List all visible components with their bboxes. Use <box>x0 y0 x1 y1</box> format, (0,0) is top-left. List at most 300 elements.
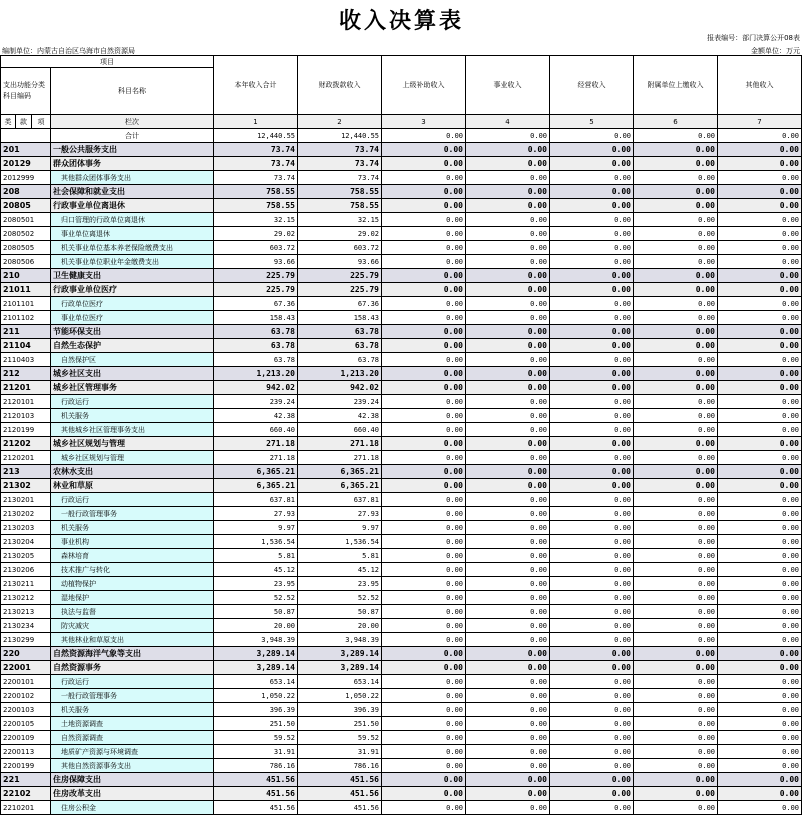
row-value-1: 23.95 <box>214 577 298 591</box>
row-value-4: 0.00 <box>466 703 550 717</box>
currency-unit: 金额单位：万元 <box>751 47 800 55</box>
row-value-1: 29.02 <box>214 227 298 241</box>
row-value-1: 225.79 <box>214 283 298 297</box>
table-row <box>1 577 802 591</box>
row-code: 20129 <box>1 157 51 171</box>
col-header-4: 事业收入 <box>466 56 550 115</box>
row-value-6: 0.00 <box>634 787 718 801</box>
row-name: 森林培育 <box>51 549 214 563</box>
row-value-3: 0.00 <box>382 311 466 325</box>
row-value-1: 758.55 <box>214 185 298 199</box>
row-value-4: 0.00 <box>466 465 550 479</box>
row-value-3: 0.00 <box>382 423 466 437</box>
table-row <box>1 381 802 395</box>
row-code: 220 <box>1 647 51 661</box>
row-value-7: 0.00 <box>718 325 802 339</box>
row-value-5: 0.00 <box>550 465 634 479</box>
row-value-2: 158.43 <box>298 311 382 325</box>
name-label: 科目名称 <box>51 68 214 115</box>
row-value-2: 758.55 <box>298 199 382 213</box>
row-code: 21201 <box>1 381 51 395</box>
row-value-6: 0.00 <box>634 241 718 255</box>
row-value-5: 0.00 <box>550 787 634 801</box>
row-value-1: 158.43 <box>214 311 298 325</box>
row-value-2: 73.74 <box>298 157 382 171</box>
row-value-3: 0.00 <box>382 185 466 199</box>
row-value-1: 251.50 <box>214 717 298 731</box>
row-value-5: 0.00 <box>550 395 634 409</box>
row-value-7: 0.00 <box>718 241 802 255</box>
row-value-7: 0.00 <box>718 283 802 297</box>
table-row <box>1 773 802 787</box>
table-row <box>1 185 802 199</box>
row-value-6: 0.00 <box>634 395 718 409</box>
row-value-1: 451.56 <box>214 787 298 801</box>
row-value-7: 0.00 <box>718 143 802 157</box>
row-value-2: 1,213.20 <box>298 367 382 381</box>
col-header-7: 其他收入 <box>718 56 802 115</box>
row-value-7: 0.00 <box>718 577 802 591</box>
col-number-row <box>1 115 802 129</box>
row-value-5: 0.00 <box>550 535 634 549</box>
row-value-2: 63.78 <box>298 325 382 339</box>
row-value-7: 0.00 <box>718 409 802 423</box>
row-value-6: 0.00 <box>634 465 718 479</box>
row-code: 2080501 <box>1 213 51 227</box>
row-value-5: 0.00 <box>550 451 634 465</box>
row-value-4: 0.00 <box>466 605 550 619</box>
row-value-3: 0.00 <box>382 493 466 507</box>
row-value-6: 0.00 <box>634 311 718 325</box>
row-value-1: 1,213.20 <box>214 367 298 381</box>
row-value-5: 0.00 <box>550 493 634 507</box>
total-label: 合计 <box>51 129 214 143</box>
row-value-2: 786.16 <box>298 759 382 773</box>
row-value-5: 0.00 <box>550 339 634 353</box>
row-value-3: 0.00 <box>382 269 466 283</box>
table-row <box>1 521 802 535</box>
row-value-1: 603.72 <box>214 241 298 255</box>
row-name: 城乡社区支出 <box>51 367 214 381</box>
row-code: 21104 <box>1 339 51 353</box>
table-row <box>1 157 802 171</box>
row-value-4: 0.00 <box>466 171 550 185</box>
row-value-6: 0.00 <box>634 675 718 689</box>
row-value-4: 0.00 <box>466 647 550 661</box>
total-row <box>1 129 802 143</box>
row-value-1: 20.00 <box>214 619 298 633</box>
row-value-1: 73.74 <box>214 171 298 185</box>
row-value-2: 653.14 <box>298 675 382 689</box>
row-value-4: 0.00 <box>466 143 550 157</box>
row-code: 2200105 <box>1 717 51 731</box>
row-code: 2200113 <box>1 745 51 759</box>
row-value-2: 20.00 <box>298 619 382 633</box>
table-row <box>1 703 802 717</box>
row-value-3: 0.00 <box>382 409 466 423</box>
row-value-1: 3,948.39 <box>214 633 298 647</box>
row-value-2: 660.40 <box>298 423 382 437</box>
row-value-4: 0.00 <box>466 689 550 703</box>
row-value-5: 0.00 <box>550 661 634 675</box>
row-value-2: 225.79 <box>298 269 382 283</box>
table-row <box>1 255 802 269</box>
row-code: 2200109 <box>1 731 51 745</box>
row-value-2: 225.79 <box>298 283 382 297</box>
row-value-1: 637.81 <box>214 493 298 507</box>
row-value-3: 0.00 <box>382 367 466 381</box>
row-value-1: 59.52 <box>214 731 298 745</box>
row-value-1: 73.74 <box>214 143 298 157</box>
row-value-2: 451.56 <box>298 801 382 815</box>
row-value-7: 0.00 <box>718 157 802 171</box>
row-value-7: 0.00 <box>718 199 802 213</box>
row-value-6: 0.00 <box>634 185 718 199</box>
row-value-3: 0.00 <box>382 507 466 521</box>
row-code: 210 <box>1 269 51 283</box>
row-value-7: 0.00 <box>718 717 802 731</box>
row-value-2: 1,536.54 <box>298 535 382 549</box>
col-number-label: 栏次 <box>51 115 214 129</box>
row-value-5: 0.00 <box>550 577 634 591</box>
row-value-2: 50.87 <box>298 605 382 619</box>
row-value-3: 0.00 <box>382 549 466 563</box>
total-value-2: 12,440.55 <box>298 129 382 143</box>
row-value-6: 0.00 <box>634 577 718 591</box>
row-value-2: 5.81 <box>298 549 382 563</box>
table-row <box>1 395 802 409</box>
row-value-3: 0.00 <box>382 773 466 787</box>
row-value-4: 0.00 <box>466 157 550 171</box>
row-name: 农林水支出 <box>51 465 214 479</box>
row-value-4: 0.00 <box>466 577 550 591</box>
row-value-3: 0.00 <box>382 717 466 731</box>
row-name: 其他城乡社区管理事务支出 <box>51 423 214 437</box>
row-value-6: 0.00 <box>634 157 718 171</box>
row-value-6: 0.00 <box>634 605 718 619</box>
row-value-7: 0.00 <box>718 213 802 227</box>
row-value-4: 0.00 <box>466 185 550 199</box>
row-name: 林业和草原 <box>51 479 214 493</box>
row-name: 城乡社区管理事务 <box>51 381 214 395</box>
row-value-5: 0.00 <box>550 171 634 185</box>
row-value-2: 73.74 <box>298 171 382 185</box>
table-row <box>1 675 802 689</box>
row-name: 城乡社区规划与管理 <box>51 437 214 451</box>
row-value-1: 451.56 <box>214 773 298 787</box>
row-value-4: 0.00 <box>466 675 550 689</box>
row-value-7: 0.00 <box>718 703 802 717</box>
row-value-4: 0.00 <box>466 381 550 395</box>
row-name: 住房改革支出 <box>51 787 214 801</box>
row-value-5: 0.00 <box>550 283 634 297</box>
row-value-2: 73.74 <box>298 143 382 157</box>
row-value-4: 0.00 <box>466 535 550 549</box>
table-row <box>1 353 802 367</box>
xiang-label: 项 <box>32 115 51 129</box>
row-value-3: 0.00 <box>382 171 466 185</box>
row-value-5: 0.00 <box>550 381 634 395</box>
row-value-3: 0.00 <box>382 283 466 297</box>
row-value-3: 0.00 <box>382 703 466 717</box>
row-value-2: 6,365.21 <box>298 465 382 479</box>
row-value-2: 6,365.21 <box>298 479 382 493</box>
table-row <box>1 507 802 521</box>
row-value-7: 0.00 <box>718 451 802 465</box>
row-value-6: 0.00 <box>634 227 718 241</box>
table-row <box>1 745 802 759</box>
row-value-3: 0.00 <box>382 521 466 535</box>
row-value-2: 42.38 <box>298 409 382 423</box>
row-value-6: 0.00 <box>634 171 718 185</box>
row-name: 自然生态保护 <box>51 339 214 353</box>
row-value-5: 0.00 <box>550 227 634 241</box>
table-row <box>1 325 802 339</box>
row-value-7: 0.00 <box>718 227 802 241</box>
row-value-5: 0.00 <box>550 773 634 787</box>
table-row <box>1 143 802 157</box>
row-name: 技术推广与转化 <box>51 563 214 577</box>
row-value-3: 0.00 <box>382 241 466 255</box>
row-value-3: 0.00 <box>382 661 466 675</box>
row-code: 21202 <box>1 437 51 451</box>
row-value-4: 0.00 <box>466 493 550 507</box>
col-header-1: 本年收入合计 <box>214 56 298 115</box>
row-value-7: 0.00 <box>718 521 802 535</box>
row-value-3: 0.00 <box>382 591 466 605</box>
row-code: 21011 <box>1 283 51 297</box>
col-header-5: 经营收入 <box>550 56 634 115</box>
row-value-3: 0.00 <box>382 451 466 465</box>
row-value-7: 0.00 <box>718 535 802 549</box>
income-table <box>0 55 802 815</box>
row-value-3: 0.00 <box>382 227 466 241</box>
row-value-1: 67.36 <box>214 297 298 311</box>
row-value-6: 0.00 <box>634 731 718 745</box>
row-value-7: 0.00 <box>718 633 802 647</box>
row-value-1: 396.39 <box>214 703 298 717</box>
row-value-3: 0.00 <box>382 213 466 227</box>
row-value-6: 0.00 <box>634 549 718 563</box>
row-value-4: 0.00 <box>466 339 550 353</box>
row-value-6: 0.00 <box>634 507 718 521</box>
table-row <box>1 493 802 507</box>
row-value-6: 0.00 <box>634 773 718 787</box>
row-value-6: 0.00 <box>634 367 718 381</box>
row-value-3: 0.00 <box>382 465 466 479</box>
row-name: 事业机构 <box>51 535 214 549</box>
row-value-5: 0.00 <box>550 157 634 171</box>
row-value-5: 0.00 <box>550 437 634 451</box>
table-row <box>1 339 802 353</box>
row-name: 机关服务 <box>51 521 214 535</box>
row-value-2: 271.18 <box>298 437 382 451</box>
row-value-2: 63.78 <box>298 353 382 367</box>
row-value-7: 0.00 <box>718 493 802 507</box>
row-value-6: 0.00 <box>634 437 718 451</box>
row-value-2: 52.52 <box>298 591 382 605</box>
row-code: 2120103 <box>1 409 51 423</box>
row-value-3: 0.00 <box>382 675 466 689</box>
row-value-6: 0.00 <box>634 521 718 535</box>
row-value-1: 1,536.54 <box>214 535 298 549</box>
table-row <box>1 605 802 619</box>
row-value-3: 0.00 <box>382 143 466 157</box>
row-value-3: 0.00 <box>382 353 466 367</box>
row-code: 2110403 <box>1 353 51 367</box>
total-value-7: 0.00 <box>718 129 802 143</box>
row-value-4: 0.00 <box>466 507 550 521</box>
table-row <box>1 423 802 437</box>
row-name: 行政运行 <box>51 675 214 689</box>
row-value-2: 396.39 <box>298 703 382 717</box>
row-value-4: 0.00 <box>466 451 550 465</box>
row-value-6: 0.00 <box>634 353 718 367</box>
row-value-1: 63.78 <box>214 325 298 339</box>
row-value-2: 451.56 <box>298 787 382 801</box>
row-name: 机关事业单位基本养老保险缴费支出 <box>51 241 214 255</box>
row-value-3: 0.00 <box>382 157 466 171</box>
row-value-5: 0.00 <box>550 619 634 633</box>
row-name: 一般行政管理事务 <box>51 507 214 521</box>
row-value-2: 3,948.39 <box>298 633 382 647</box>
row-value-3: 0.00 <box>382 759 466 773</box>
row-value-4: 0.00 <box>466 395 550 409</box>
row-value-6: 0.00 <box>634 199 718 213</box>
row-value-4: 0.00 <box>466 549 550 563</box>
table-row <box>1 479 802 493</box>
table-row <box>1 717 802 731</box>
row-name: 自然保护区 <box>51 353 214 367</box>
row-code: 2101101 <box>1 297 51 311</box>
row-value-2: 27.93 <box>298 507 382 521</box>
row-value-1: 786.16 <box>214 759 298 773</box>
row-value-2: 3,289.14 <box>298 647 382 661</box>
row-value-1: 451.56 <box>214 801 298 815</box>
row-name: 自然资源海洋气象等支出 <box>51 647 214 661</box>
row-value-2: 93.66 <box>298 255 382 269</box>
total-value-5: 0.00 <box>550 129 634 143</box>
row-value-1: 63.78 <box>214 353 298 367</box>
row-value-7: 0.00 <box>718 787 802 801</box>
row-value-1: 653.14 <box>214 675 298 689</box>
row-name: 其他自然资源事务支出 <box>51 759 214 773</box>
row-value-7: 0.00 <box>718 605 802 619</box>
row-value-1: 45.12 <box>214 563 298 577</box>
row-code: 2200102 <box>1 689 51 703</box>
row-value-1: 63.78 <box>214 339 298 353</box>
row-code: 2200199 <box>1 759 51 773</box>
row-value-6: 0.00 <box>634 269 718 283</box>
row-value-1: 1,050.22 <box>214 689 298 703</box>
row-value-1: 225.79 <box>214 269 298 283</box>
row-value-3: 0.00 <box>382 479 466 493</box>
row-value-5: 0.00 <box>550 311 634 325</box>
row-value-4: 0.00 <box>466 759 550 773</box>
row-code: 21302 <box>1 479 51 493</box>
row-name: 机关事业单位职业年金缴费支出 <box>51 255 214 269</box>
row-value-5: 0.00 <box>550 409 634 423</box>
row-value-1: 73.74 <box>214 157 298 171</box>
row-name: 土地资源调查 <box>51 717 214 731</box>
row-value-2: 29.02 <box>298 227 382 241</box>
row-value-5: 0.00 <box>550 479 634 493</box>
row-value-7: 0.00 <box>718 759 802 773</box>
row-value-7: 0.00 <box>718 395 802 409</box>
row-value-6: 0.00 <box>634 563 718 577</box>
row-name: 行政运行 <box>51 493 214 507</box>
row-value-7: 0.00 <box>718 437 802 451</box>
row-value-3: 0.00 <box>382 647 466 661</box>
row-value-4: 0.00 <box>466 661 550 675</box>
row-code: 20805 <box>1 199 51 213</box>
row-value-1: 27.93 <box>214 507 298 521</box>
row-value-4: 0.00 <box>466 591 550 605</box>
row-code: 22102 <box>1 787 51 801</box>
row-value-6: 0.00 <box>634 451 718 465</box>
row-value-5: 0.00 <box>550 689 634 703</box>
row-code: 212 <box>1 367 51 381</box>
row-value-3: 0.00 <box>382 535 466 549</box>
row-name: 行政事业单位离退休 <box>51 199 214 213</box>
row-name: 行政事业单位医疗 <box>51 283 214 297</box>
row-value-1: 3,289.14 <box>214 661 298 675</box>
row-value-5: 0.00 <box>550 255 634 269</box>
row-name: 行政运行 <box>51 395 214 409</box>
row-value-4: 0.00 <box>466 311 550 325</box>
row-value-2: 942.02 <box>298 381 382 395</box>
col-number-2: 2 <box>298 115 382 129</box>
row-value-2: 251.50 <box>298 717 382 731</box>
col-header-6: 附属单位上缴收入 <box>634 56 718 115</box>
row-value-1: 5.81 <box>214 549 298 563</box>
row-value-4: 0.00 <box>466 241 550 255</box>
row-value-1: 50.87 <box>214 605 298 619</box>
row-value-6: 0.00 <box>634 409 718 423</box>
row-value-5: 0.00 <box>550 801 634 815</box>
col-header-3: 上级补助收入 <box>382 56 466 115</box>
table-row <box>1 647 802 661</box>
row-value-3: 0.00 <box>382 199 466 213</box>
row-value-7: 0.00 <box>718 353 802 367</box>
row-code: 2130213 <box>1 605 51 619</box>
row-code: 213 <box>1 465 51 479</box>
row-value-3: 0.00 <box>382 731 466 745</box>
table-row <box>1 451 802 465</box>
row-value-6: 0.00 <box>634 339 718 353</box>
row-value-5: 0.00 <box>550 185 634 199</box>
row-value-7: 0.00 <box>718 647 802 661</box>
total-value-6: 0.00 <box>634 129 718 143</box>
row-value-4: 0.00 <box>466 409 550 423</box>
row-value-7: 0.00 <box>718 171 802 185</box>
row-code: 2130203 <box>1 521 51 535</box>
row-value-4: 0.00 <box>466 325 550 339</box>
row-value-5: 0.00 <box>550 647 634 661</box>
row-value-1: 52.52 <box>214 591 298 605</box>
row-value-6: 0.00 <box>634 479 718 493</box>
row-value-3: 0.00 <box>382 619 466 633</box>
row-value-1: 9.97 <box>214 521 298 535</box>
row-value-3: 0.00 <box>382 297 466 311</box>
row-value-5: 0.00 <box>550 521 634 535</box>
row-value-6: 0.00 <box>634 745 718 759</box>
row-value-4: 0.00 <box>466 731 550 745</box>
row-value-6: 0.00 <box>634 297 718 311</box>
row-value-7: 0.00 <box>718 185 802 199</box>
table-row <box>1 283 802 297</box>
row-value-1: 32.15 <box>214 213 298 227</box>
